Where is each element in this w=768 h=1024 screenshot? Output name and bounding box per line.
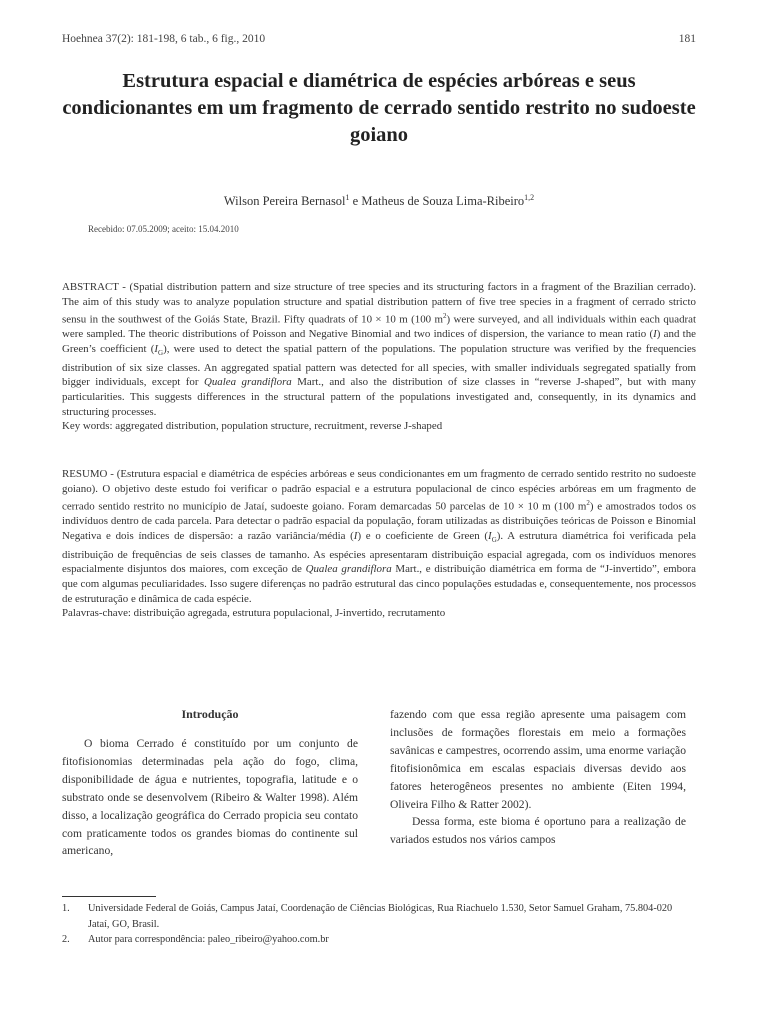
author-1: Wilson Pereira Bernasol <box>223 194 346 209</box>
author-connector: e <box>349 194 362 209</box>
resumo-text: RESUMO - (Estrutura espacial e diamétrica de espécies arbóreas e seus condicionantes em um fragmento de cerrado sentido restrito no sudoeste goiano). O objetivo deste estudo foi verificar o padrão espacial e a estrutura populacional de cinco espécies arbóreas em um fragmento de cerrado sentido restrito no município de Jataí, sudoeste goiano. Foram demarcadas 50 parcelas de 10 × 10 m (100 $m^2$) e amostrados todos os indivíduos dentro de cada parcela. Para detectar o padrão espacial da população, foram utilizadas as distribuições teóricas de Poisson e Binomial Negativa e dois índices de dispersão: a razão variância/média (I) e o coeficiente de Green $(I_G)$. A estrutura diamétrica foi verificada pela distribuição de frequências de seis classes de tamanho. As espécies apresentaram distribuição espacial agregada, com os indivíduos menores espacialmente disjuntos dos maiores, com exceção de Qualea grandiflora Mart., e distribuição diamétrica em forma de “J-invertido”, embora que com algumas peculiaridades. Isso sugere diferenças no padrão estrutural das cinco populações estudadas e, consequentemente, nos processos de estruturação e dinâmica de cada espécie. <box>62 468 697 605</box>
abstract-block <box>62 280 696 434</box>
abstract-text: ABSTRACT - (Spatial distribution pattern and size structure of tree species and its structuring factors in a fragment of the Brazilian cerrado). The aim of this study was to analyze population structure and spatial distribution pattern of five tree species in a fragment of cerrado stricto sensu in the southwest of the Goiás State, Brazil. Fifty quadrats of 10 × 10 m (100 $m^2$) were surveyed, and all individuals within each quadrat were sampled. The theoric distributions of Poisson and Negative Binomial and two indices of dispersion, the variance to mean ratio (I) and the Green’s coefficient $(I_G)$, were used to detect the spatial pattern of the populations. The population structure was verified by the frequencies distribution of six size classes. An aggregated spatial pattern was detected for all species, with smaller individuals segregated spatially from bigger individuals, except for Qualea grandiflora Mart., and also the distribution of size classes in “reverse J-shaped”, but with many particularities. This suggests differences in the structural pattern of the populations investigated and, consequently, in its dynamics and structuring processes. <box>62 281 696 418</box>
running-head <box>62 33 696 45</box>
intro-right-column <box>390 706 686 849</box>
abstract-keywords: Key words: aggregated distribution, population structure, recruitment, reverse J-shaped <box>62 420 443 433</box>
intro-paragraph-2: Dessa forma, este bioma é oportuno para a realização de variados estudos nos vários campos <box>390 815 686 847</box>
section-heading-introducao: Introdução <box>181 707 239 721</box>
footnote-number: 1. <box>62 903 70 914</box>
author-2-affiliation-mark: 1,2 <box>524 193 535 202</box>
intro-left-column <box>62 706 358 860</box>
intro-paragraph: O bioma Cerrado é constituído por um conjunto de fitofisionomias determinadas pela ação do fogo, clima, disponibilidade de água e nutrientes, topografia, latitude e o substrato onde se desenvolvem (Ribeiro & Walter 1998). Além disso, a localização geográfica do Cerrado propicia seu contato com praticamente todos os grandes biomas do continente sul americano, <box>62 737 358 858</box>
footnote-item <box>62 932 696 948</box>
footnote-text: Autor para correspondência: paleo_ribeiro@yahoo.com.br <box>88 934 329 945</box>
page-number: 181 <box>678 33 696 45</box>
author-2: Matheus de Souza Lima-Ribeiro <box>361 194 525 209</box>
footnote-divider <box>62 896 156 897</box>
resumo-keywords: Palavras-chave: distribuição agregada, estrutura populacional, J-invertido, recrutamento <box>62 607 446 620</box>
footnote-number: 2. <box>62 934 70 945</box>
author-1-affiliation-mark: 1 <box>345 193 350 202</box>
resumo-block <box>62 467 696 621</box>
journal-citation: Hoehnea 37(2): 181-198, 6 tab., 6 fig., 2010 <box>62 33 266 45</box>
footnote-item <box>62 901 696 932</box>
intro-paragraph-continued: fazendo com que essa região apresente uma paisagem com inclusões de formações florestais em meio a formações savânicas e campestres, ocorrendo assim, uma enorme variação fitofisionômica em escalas espaciais diversas devido aos fatores heterogêneos presentes no ambiente (Eiten 1994, Oliveira Filho & Ratter 2002). <box>390 708 686 811</box>
received-accepted-dates: Recebido: 07.05.2009; aceito: 15.04.2010 <box>88 224 239 234</box>
article-title: Estrutura espacial e diamétrica de espécies arbóreas e seus condicionantes em um fragmento de cerrado sentido restrito no sudoeste goiano <box>62 70 696 146</box>
footnote-text: Universidade Federal de Goiás, Campus Jataí, Coordenação de Ciências Biológicas, Rua Riachuelo 1.530, Setor Samuel Graham, 75.804-020 Jataí, GO, Brasil. <box>88 903 673 930</box>
author-line <box>62 193 696 209</box>
footnotes <box>62 901 696 948</box>
